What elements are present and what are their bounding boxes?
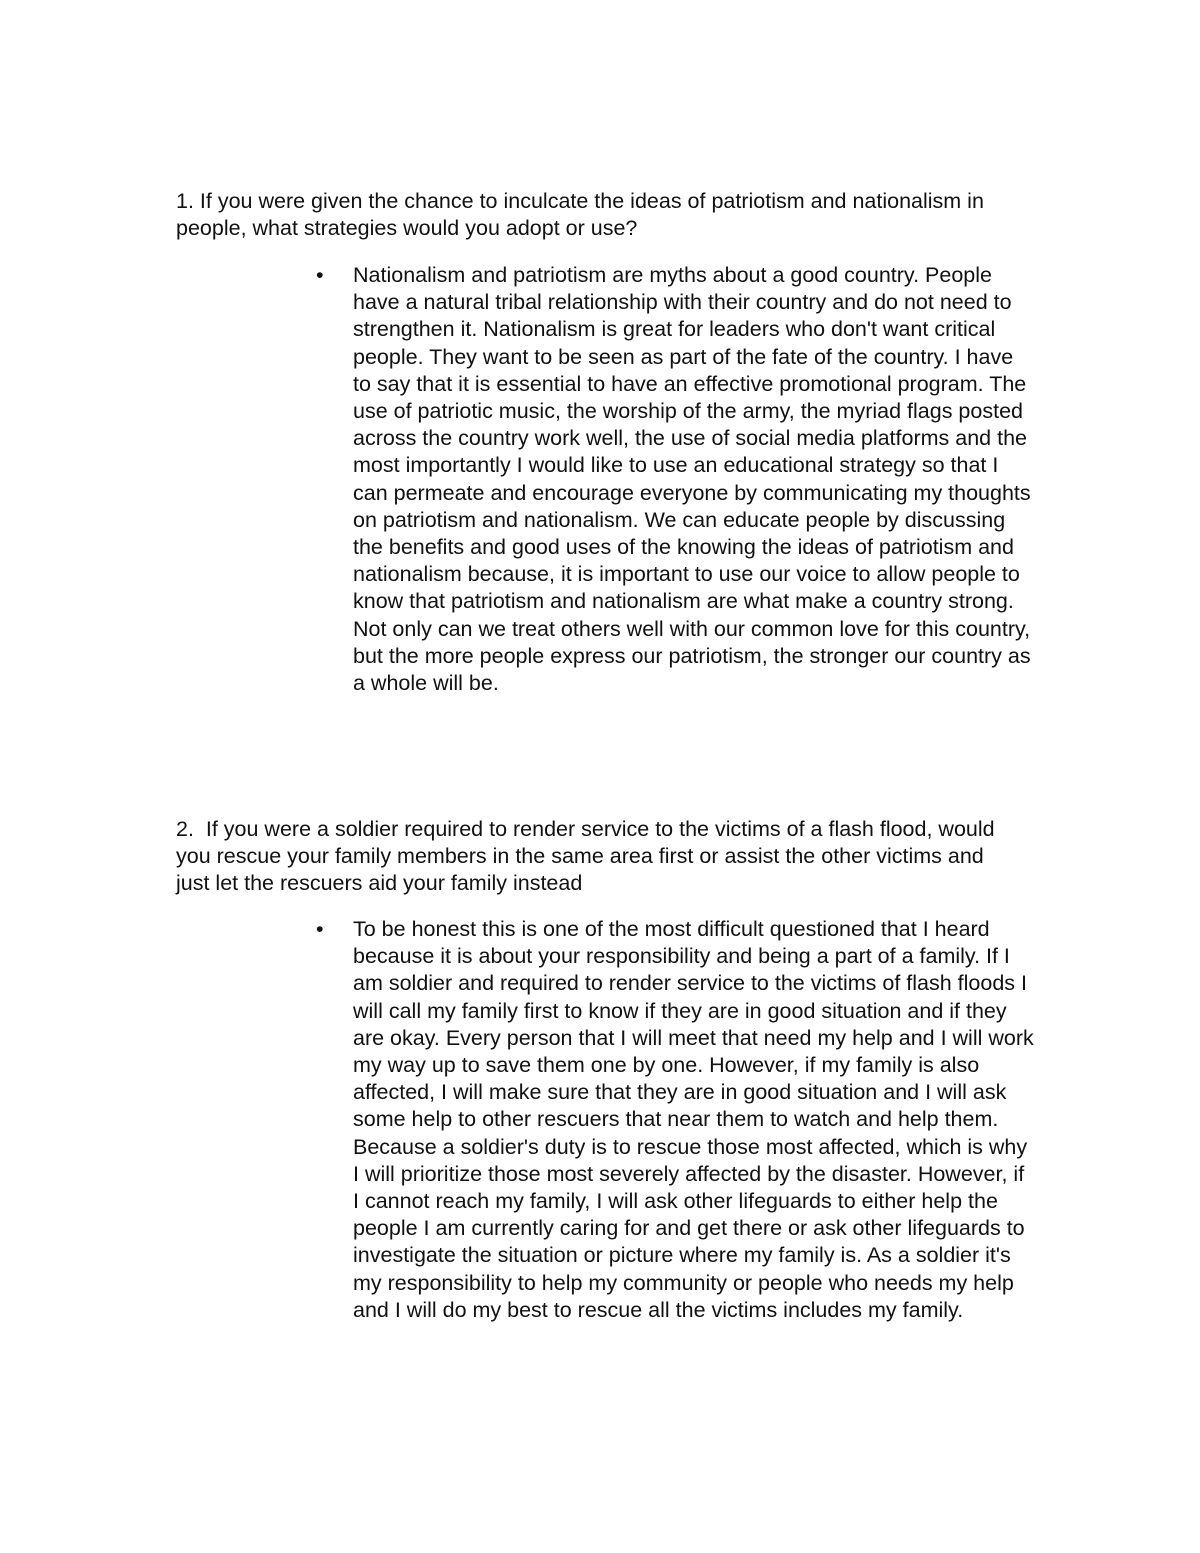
answer-2-block [316, 916, 1036, 1324]
question-2: 2. If you were a soldier required to render service to the victims of a flash flood, would you rescue your family members in the same area first or assist the other victims and just let the rescuers aid your family instead [176, 817, 1001, 895]
bullet-icon: • [316, 263, 324, 287]
answer-1-block [316, 262, 1036, 697]
answer-2: To be honest this is one of the most difficult questioned that I heard because it is about your responsibility and being a part of a family. If I am soldier and required to render service to the victims of flash floods I will call my family first to know if they are in good situation and if they are okay. Every person that I will meet that need my help and I will work my way up to save them one by one. However, if my family is also affected, I will make sure that they are in good situation and I will ask some help to other rescuers that near them to watch and help them. Because a soldier's duty is to rescue those most affected, which is why I will prioritize those most severely affected by the disaster. However, if I cannot reach my family, I will ask other lifeguards to either help the people I am currently caring for and get there or ask other lifeguards to investigate the situation or picture where my family is. As a soldier it's my responsibility to help my community or people who needs my help and I will do my best to rescue all the victims includes my family. [353, 917, 1034, 1322]
bullet-icon: • [316, 917, 324, 941]
answer-1: Nationalism and patriotism are myths about a good country. People have a natural tribal relationship with their country and do not need to strengthen it. Nationalism is great for leaders who don't want critical people. They want to be seen as part of the fate of the country. I have to say that it is essential to have an effective promotional program. The use of patriotic music, the worship of the army, the myriad flags posted across the country work well, the use of social media platforms and the most importantly I would like to use an educational strategy so that I can permeate and encourage everyone by communicating my thoughts on patriotism and nationalism. We can educate people by discussing the benefits and good uses of the knowing the ideas of patriotism and nationalism because, it is important to use our voice to allow people to know that patriotism and nationalism are what make a country strong. Not only can we treat others well with our common love for this country, but the more people express our patriotism, the stronger our country as a whole will be. [353, 263, 1031, 696]
question-1: 1. If you were given the chance to inculcate the ideas of patriotism and nationalism in people, what strategies would you adopt or use? [176, 189, 990, 240]
